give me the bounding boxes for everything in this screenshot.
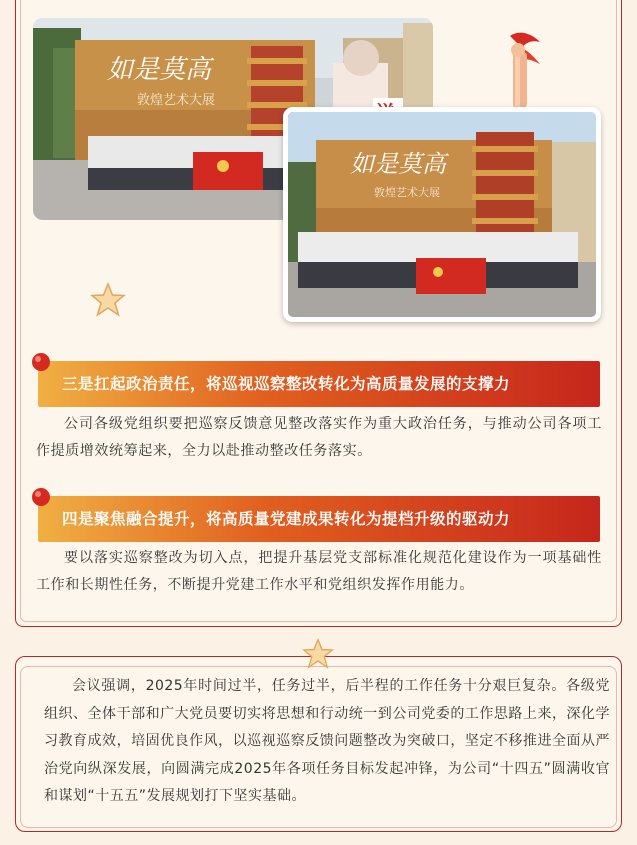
sign-subtitle-1: 敦煌艺术大展 [137, 93, 216, 108]
pin-icon [30, 351, 52, 373]
section-3-header [38, 361, 600, 407]
sign-title-1: 如是莫高 [107, 55, 212, 85]
torch-icon [496, 28, 548, 112]
section-4-body: 要以落实巡察整改为切入点，把提升基层党支部标准化规范化建设作为一项基础性工作和长期性任务，不断提升党建工作水平和党组织发挥作用能力。 [36, 550, 602, 593]
event-photo-2 [283, 107, 601, 322]
section-4-header [38, 496, 600, 542]
pin-icon [30, 486, 52, 508]
summary-body: 会议强调，2025年时间过半，任务过半，后半程的工作任务十分艰巨复杂。各级党组织、全体干部和广大党员要切实将思想和行动统一到公司党委的工作思路上来，深化学习教育成效，培固优良作风，以巡视巡察反馈问题整改为突破口，坚定不移推进全面从严治党向纵深发展，向圆满完成2025年各项任务目标发起冲锋，为公司“十四五”圆满收官和谋划“十五五”发展规划打下坚实基础。 [44, 678, 610, 804]
sign-title-2: 如是莫高 [350, 150, 446, 178]
section-3-body: 公司各级党组织要把巡察反馈意见整改落实作为重大政治任务，与推动公司各项工作提质增效统筹起来，全力以赴推动整改任务落实。 [36, 416, 602, 459]
section-3-title: 三是扛起政治责任，将巡视巡察整改转化为高质量发展的支撑力 [62, 375, 511, 393]
sign-subtitle-2: 敦煌艺术大展 [374, 186, 440, 199]
star-icon [302, 638, 334, 670]
section-4-title: 四是聚焦融合提升，将高质量党建成果转化为提档升级的驱动力 [62, 510, 511, 528]
star-icon [90, 282, 126, 318]
